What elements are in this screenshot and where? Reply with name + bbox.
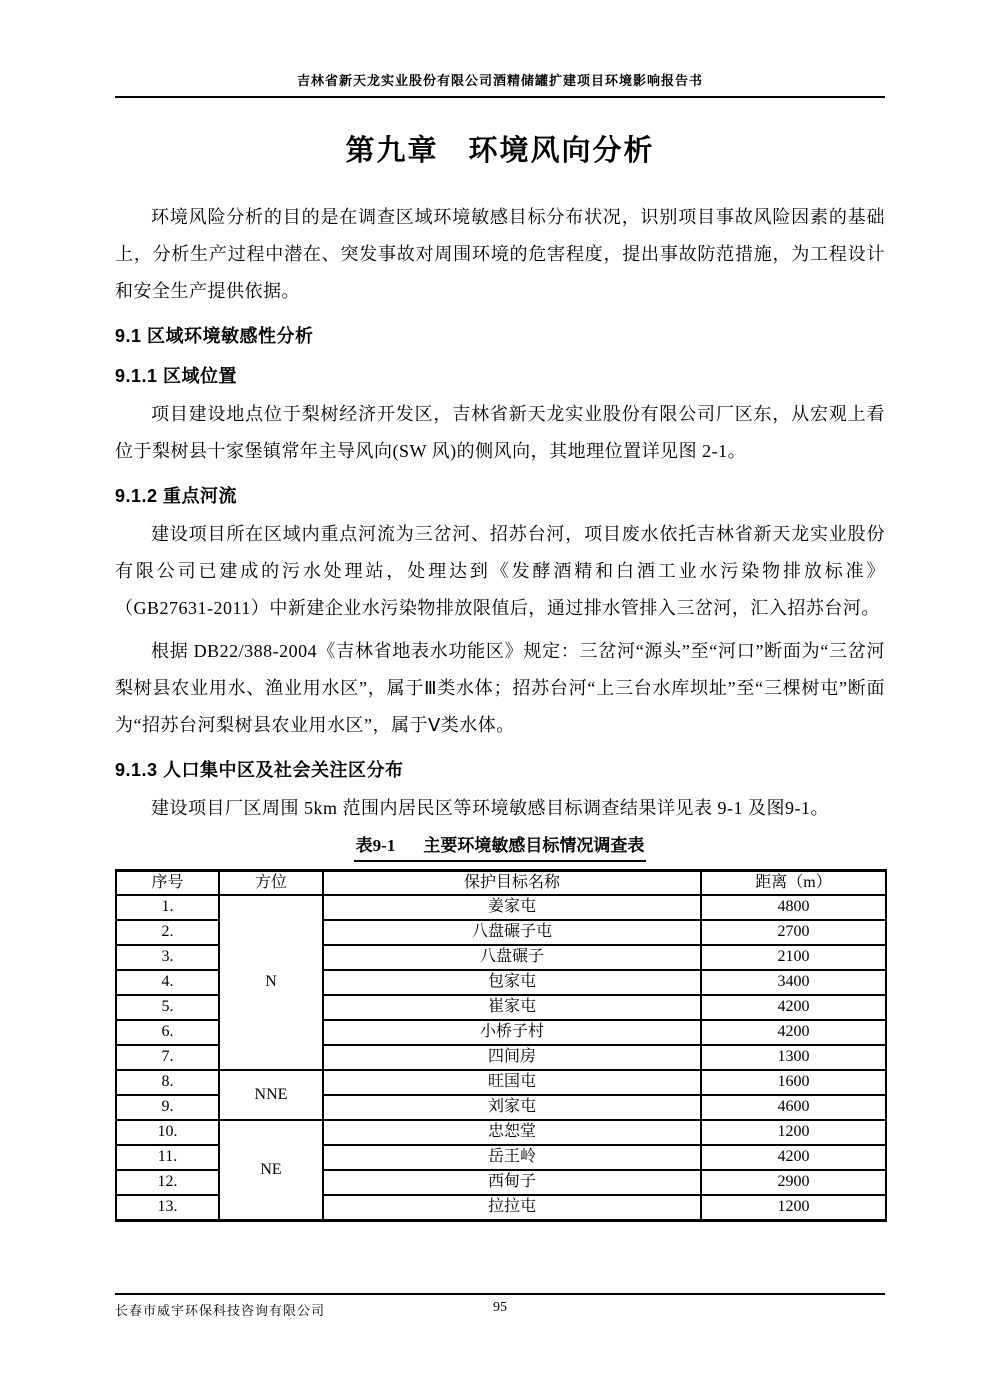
sensitive-targets-table [115,869,887,1222]
cell-target-name: 四间房 [323,1045,701,1070]
cell-target-name: 八盘碾子屯 [323,920,701,945]
cell-distance: 4800 [701,895,886,920]
cell-distance: 1300 [701,1045,886,1070]
cell-no: 9. [116,1095,219,1120]
cell-no: 8. [116,1070,219,1095]
cell-distance: 1600 [701,1070,886,1095]
cell-no: 1. [116,895,219,920]
cell-distance: 1200 [701,1195,886,1221]
table-row [116,1120,886,1145]
footer-company: 长春市威宇环保科技咨询有限公司 [115,1303,326,1318]
column-header-no: 序号 [116,871,219,896]
cell-target-name: 刘家屯 [323,1095,701,1120]
page-header [115,70,885,98]
chapter-title-text: 环境风向分析 [468,135,655,167]
paragraph-9-1-3: 建设项目厂区周围 5km 范围内居民区等环境敏感目标调查结果详见表 9-1 及图9-1。 [151,798,829,818]
paragraph-9-1-1: 项目建设地点位于梨树经济开发区，吉林省新天龙实业股份有限公司厂区东，从宏观上看位于梨树县十家堡镇常年主导风向(SW 风)的侧风向，其地理位置详见图 2-1。 [115,404,885,461]
column-header-direction: 方位 [219,871,323,896]
cell-distance: 2700 [701,920,886,945]
cell-target-name: 旺国屯 [323,1070,701,1095]
cell-target-name: 小桥子村 [323,1020,701,1045]
table-header-row [116,871,886,896]
cell-direction: NNE [219,1070,323,1120]
chapter-title [0,128,1000,169]
cell-direction: NE [219,1120,323,1221]
table-row [116,1070,886,1095]
cell-distance: 4200 [701,995,886,1020]
cell-target-name: 西甸子 [323,1170,701,1195]
cell-no: 6. [116,1020,219,1045]
cell-distance: 3400 [701,970,886,995]
page-header-title: 吉林省新天龙实业股份有限公司酒精储罐扩建项目环境影响报告书 [296,73,703,88]
cell-target-name: 岳王岭 [323,1145,701,1170]
cell-no: 4. [116,970,219,995]
heading-9-1-2: 9.1.2 重点河流 [115,486,238,506]
cell-no: 7. [116,1045,219,1070]
chapter-number: 第九章 [345,135,439,167]
cell-target-name: 姜家屯 [323,895,701,920]
table-caption-title: 主要环境敏感目标情况调查表 [423,836,645,855]
cell-distance: 4600 [701,1095,886,1120]
table-caption-underline [354,833,647,862]
cell-no: 10. [116,1120,219,1145]
heading-9-1: 9.1 区域环境敏感性分析 [115,326,314,346]
table-row [116,895,886,920]
paragraph-intro: 环境风险分析的目的是在调查区域环境敏感目标分布状况，识别项目事故风险因素的基础上，分析生产过程中潜在、突发事故对周围环境的危害程度，提出事故防范措施，为工程设计和安全生产提供依据。 [115,207,885,301]
cell-target-name: 拉拉屯 [323,1195,701,1221]
cell-no: 5. [116,995,219,1020]
cell-no: 2. [116,920,219,945]
page-footer [115,1293,885,1319]
cell-distance: 2900 [701,1170,886,1195]
cell-distance: 4200 [701,1145,886,1170]
cell-no: 12. [116,1170,219,1195]
column-header-target-name: 保护目标名称 [323,871,701,896]
cell-target-name: 八盘碾子 [323,945,701,970]
heading-9-1-1: 9.1.1 区域位置 [115,366,238,386]
cell-distance: 2100 [701,945,886,970]
cell-no: 13. [116,1195,219,1221]
cell-target-name: 包家屯 [323,970,701,995]
cell-target-name: 忠恕堂 [323,1120,701,1145]
cell-no: 11. [116,1145,219,1170]
heading-9-1-3: 9.1.3 人口集中区及社会关注区分布 [115,760,404,780]
cell-direction: N [219,895,323,1070]
cell-target-name: 崔家屯 [323,995,701,1020]
content-area [115,199,885,1222]
paragraph-9-1-2a: 建设项目所在区域内重点河流为三岔河、招苏台河，项目废水依托吉林省新天龙实业股份有限公司已建成的污水处理站，处理达到《发酵酒精和白酒工业水污染物排放标准》（GB27631-2011）中新建企业水污染物排放限值后，通过排水管排入三岔河，汇入招苏台河。 [115,524,885,618]
column-header-distance: 距离（m） [701,871,886,896]
paragraph-9-1-2b: 根据 DB22/388-2004《吉林省地表水功能区》规定：三岔河“源头”至“河口”断面为“三岔河梨树县农业用水、渔业用水区”，属于Ⅲ类水体；招苏台河“上三台水库坝址”至“三棵树屯”断面为“招苏台河梨树县农业用水区”，属于Ⅴ类水体。 [115,641,885,735]
page-number: 95 [493,1300,507,1315]
table-caption-label: 表9-1 [355,836,396,855]
cell-distance: 1200 [701,1120,886,1145]
cell-distance: 4200 [701,1020,886,1045]
table-caption [115,833,885,862]
cell-no: 3. [116,945,219,970]
